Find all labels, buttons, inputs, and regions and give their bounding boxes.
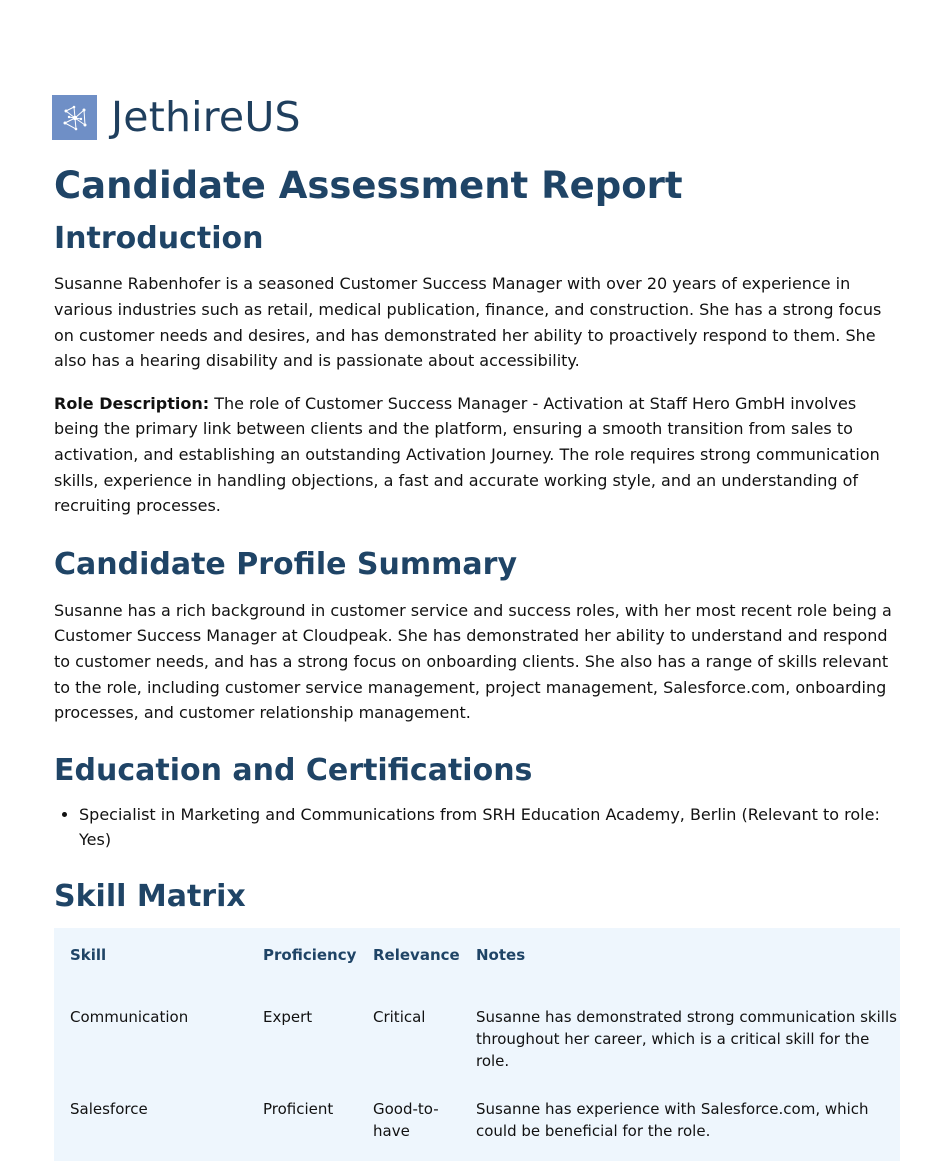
cell-skill: Salesforce (70, 1099, 148, 1118)
cell-notes: Susanne has experience with Salesforce.com, which could be beneficial for the role. (476, 1099, 869, 1140)
column-header-skill: Skill (70, 945, 107, 964)
cell-proficiency: Expert (263, 1007, 313, 1026)
column-header-relevance: Relevance (373, 945, 460, 964)
skill-matrix-heading: Skill Matrix (54, 878, 246, 914)
table-header-row (54, 928, 900, 998)
role-description-text: The role of Customer Success Manager - Activation at Staff Hero GmbH involves being the primary link between clients and the platform, ensuring a smooth transition from sales to activation, and establishing an outstanding Activation Journey. The role requires strong communication skills, experience in handling objections, a fast and accurate working style, and an understanding of recruiting processes. (54, 393, 880, 516)
profile-text: Susanne has a rich background in customer service and success roles, with her most recent role being a Customer Success Manager at Cloudpeak. She has demonstrated her ability to understand and respond to customer needs, and has a strong focus on onboarding clients. She also has a range of skills relevant to the role, including customer service management, project management, Salesforce.com, onboarding processes, and customer relationship management. (54, 600, 892, 723)
cell-relevance: Critical (373, 1007, 426, 1026)
brand-name: JethireUS (111, 93, 301, 141)
education-heading: Education and Certifications (54, 752, 533, 788)
role-description-label: Role Description: (54, 393, 210, 413)
cell-relevance: Good-to-have (373, 1099, 439, 1140)
profile-heading: Candidate Profile Summary (54, 546, 518, 582)
report-content (54, 164, 900, 1161)
education-list (54, 802, 900, 853)
cell-skill: Communication (70, 1007, 189, 1026)
list-item: • Specialist in Marketing and Communications from SRH Education Academy, Berlin (Relevant to role: Yes) (79, 802, 900, 853)
introduction-text: Susanne Rabenhofer is a seasoned Customer Success Manager with over 20 years of experience in various industries such as retail, medical publication, finance, and construction. She has a strong focus on customer needs and desires, and has demonstrated her ability to proactively respond to them. She also has a hearing disability and is passionate about accessibility. (54, 274, 882, 371)
skill-matrix-table (54, 928, 900, 1161)
role-description (54, 391, 900, 519)
cell-notes: Susanne has demonstrated strong communication skills throughout her career, which is a critical skill for the role. (476, 1007, 897, 1070)
table-row (54, 998, 900, 1098)
network-icon (52, 95, 97, 140)
table-row (54, 1098, 900, 1161)
column-header-notes: Notes (476, 945, 526, 964)
cell-proficiency: Proficient (263, 1099, 334, 1118)
column-header-proficiency: Proficiency (263, 945, 357, 964)
introduction-heading: Introduction (54, 221, 264, 257)
report-title: Candidate Assessment Report (54, 164, 683, 207)
brand-header (52, 95, 301, 140)
